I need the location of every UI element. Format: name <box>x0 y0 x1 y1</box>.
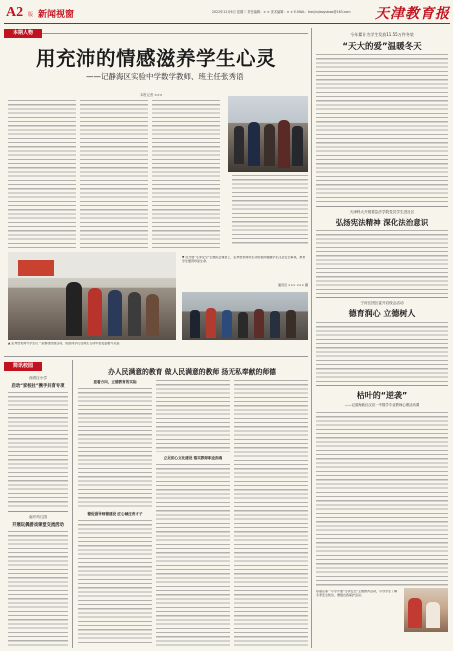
lower-subhead-2: 立足初心文化建设 落实教师职业指南 <box>163 456 223 460</box>
lower-subhead-1: 迎着方向，立德教育的实际 <box>93 380 137 384</box>
lower-divider <box>72 360 73 648</box>
lower-col-1 <box>78 388 152 508</box>
lower-headline: 办人民满意的教育 做人民满意的教师 扬无私奉献的师德 <box>108 368 276 376</box>
feature-subhead: ——记静海区实验中学数学教师、班主任张秀语 <box>86 72 244 81</box>
right-headline-3-kicker: 宁河区团区委开启校会活动 <box>360 301 404 305</box>
feature-photo2-caption: ▲ 张秀语老师与学生们一起参加校园活动，班级同学们在师生互动中感受温暖与关爱。 <box>8 342 123 345</box>
section-title: 新闻视窗 <box>38 10 75 20</box>
right-headline-2: 弘扬宪法精神 深化法治意识 <box>335 218 429 227</box>
right-rule-3 <box>316 385 448 386</box>
brief-1-kicker: 西青区小学 <box>29 376 47 380</box>
brief-2-title: 开展玩偶游戏课堂交流活动 <box>12 523 64 528</box>
feature-photo-caption: ▼ 在开展“冬季安全”主题班会课堂上，张秀语老师用生动的案例提醒学生注意安全事项，教育学生懂得珍爱生命。 <box>182 256 306 263</box>
lower-col-2 <box>156 380 230 452</box>
briefs-tag: 简讯校园 <box>4 362 42 371</box>
right-article-3-body <box>316 322 448 382</box>
right-headline-4-sub: ——记滨海新区汉沽一中数学专业教师心理活动课 <box>344 403 420 407</box>
masthead <box>0 0 453 24</box>
newspaper-logo: 天津教育报 <box>375 7 450 22</box>
feature-body-col-2 <box>80 100 148 248</box>
lower-col-2b <box>156 464 230 646</box>
feature-body-col-1 <box>8 100 76 248</box>
brief-1-body <box>8 392 68 508</box>
brief-rule <box>8 511 68 512</box>
right-headline-1: “天大的爱”温暖冬天 <box>342 42 422 52</box>
feature-body-col-4 <box>232 175 308 245</box>
right-headline-4: 枯叶的“逆袭” <box>356 391 408 400</box>
feature-byline: 本报记者 ××× <box>140 93 163 97</box>
right-rule-2 <box>316 297 448 298</box>
page-number-suffix: 版 <box>28 12 34 18</box>
right-column-divider <box>311 28 312 648</box>
feature-tag-rule <box>42 33 308 34</box>
right-rule-1 <box>316 206 448 207</box>
masthead-rule <box>4 23 450 24</box>
feature-photo-students <box>228 96 308 172</box>
feature-bottom-rule <box>4 356 308 357</box>
lower-col-1b <box>78 520 152 646</box>
right-headline-2-kicker: 天津科大开展着急法学院党员学生进社区 <box>349 210 415 214</box>
brief-2-body <box>8 531 68 647</box>
feature-tag: 本期人物 <box>4 29 42 38</box>
feature-body-col-3 <box>152 100 220 248</box>
right-photo-caption: 东丽区第一小学开展“冬季安全”主题教育活动，引导学生了解冬季安全知识，增强自我保护意识。 <box>316 590 398 597</box>
right-kicker: 今年累计为学生发放11.55万件冬装 <box>350 32 414 37</box>
feature-headline: 用充沛的情感滋养学生心灵 <box>36 47 277 70</box>
right-photo-bottom <box>404 588 448 632</box>
feature-photo-classroom <box>8 252 176 340</box>
page-number: A2 <box>6 5 24 20</box>
feature-photo-activity <box>182 292 308 340</box>
lower-subhead-3: 德促倡导师德建设 匠心倾注育才子 <box>87 512 143 516</box>
brief-2-kicker: 南开幼儿园 <box>29 515 47 519</box>
lower-col-3 <box>234 380 308 646</box>
right-article-1-body <box>316 54 448 202</box>
brief-1-title: 启动“家校社”携手共育专项 <box>11 384 65 389</box>
right-article-2-body <box>316 230 448 294</box>
date-line: 2022年12月6日 星期二 责任编辑：× × 美术编辑：× × E-MAIL：tianjinjiaoyubao@163.com <box>212 10 351 14</box>
right-article-4-body <box>316 412 448 586</box>
feature-photo-credit: 通讯员 ××× ××× 摄 <box>278 283 308 287</box>
right-headline-3: 德育润心 立德树人 <box>348 309 416 318</box>
